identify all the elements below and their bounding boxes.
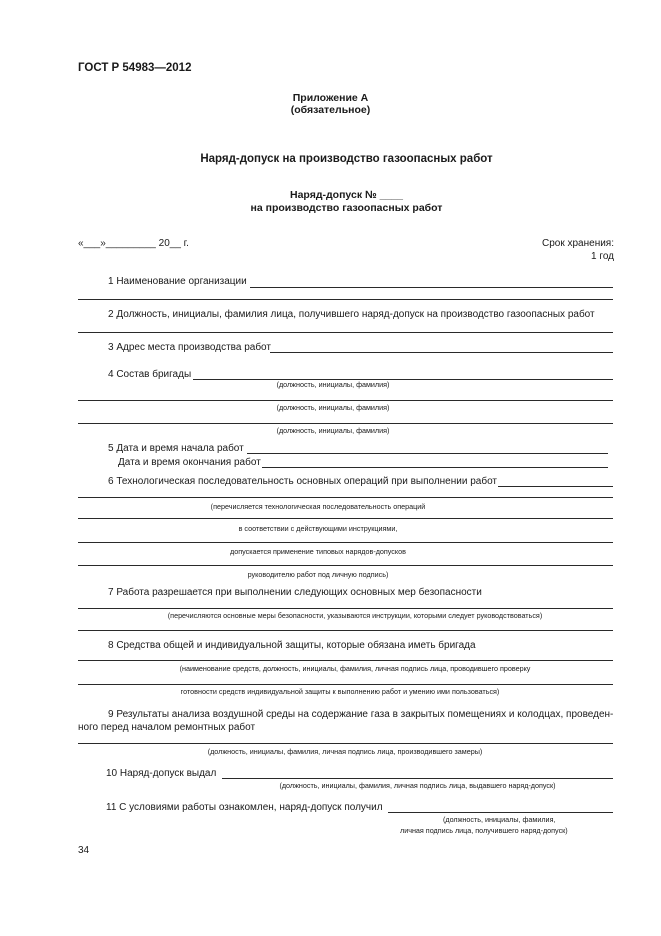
field-6-hint-1: (перечисляется технологическая последовательность операций [210,502,426,511]
field-10-input[interactable] [222,778,613,779]
page-number: 34 [78,845,90,856]
field-1-label: 1 Наименование организации [108,276,247,287]
storage-value: 1 год [591,251,614,262]
field-10-hint: (должность, инициалы, фамилия, личная подпись лица, выдавшего наряд-допуск) [279,781,556,790]
field-4-input-3[interactable] [78,423,613,424]
field-10-label: 10 Наряд-допуск выдал [106,768,217,779]
field-4-label: 4 Состав бригады [108,369,192,380]
field-7-input-2[interactable] [78,630,613,631]
field-4-hint-3: (должность, инициалы, фамилия) [276,426,390,435]
field-5a-input[interactable] [247,453,608,454]
field-6-input-2[interactable] [78,497,613,498]
field-11-hint-2: личная подпись лица, получившего наряд-допуск) [400,826,568,835]
field-1-input[interactable] [250,287,613,288]
field-6-input-4[interactable] [78,542,613,543]
field-6-hint-2: в соответствии с действующими инструкциями, [238,524,398,533]
field-5a-label: 5 Дата и время начала работ [108,443,244,454]
standard-number: ГОСТ Р 54983—2012 [78,62,192,74]
field-7-label: 7 Работа разрешается при выполнении следующих основных мер безопасности [108,587,482,598]
field-8-hint-1: (наименование средств, должность, инициалы, фамилия, личная подпись лица, проводившего проверку [179,664,531,673]
form-title: Наряд-допуск на производство газоопасных работ [200,153,493,165]
storage-label: Срок хранения: [541,238,614,249]
field-9-hint: (должность, инициалы, фамилия, личная подпись лица, производившего замеры) [207,747,483,756]
field-6-label: 6 Технологическая последовательность основных операций при выполнении работ [108,476,497,487]
field-8-input-2[interactable] [78,684,613,685]
field-8-hint-2: готовности средств индивидуальной защиты к выполнению работ и умению ими пользоваться) [180,687,500,696]
permit-subtitle: на производство газоопасных работ [250,202,443,214]
field-6-input-1[interactable] [498,486,613,487]
field-3-input[interactable] [270,352,613,353]
field-7-input[interactable] [78,608,613,609]
field-6-input-3[interactable] [78,518,613,519]
appendix-title: Приложение А [292,92,369,104]
field-9-label-line1: 9 Результаты анализа воздушной среды на содержание газа в закрытых помещениях и колодцах, проведен- [108,709,614,720]
field-11-label: 11 С условиями работы ознакомлен, наряд-допуск получил [106,802,383,813]
field-9-label-line2: ного перед началом ремонтных работ [78,722,256,733]
field-7-hint: (перечисляются основные меры безопасности, указываются инструкции, которыми следует руководствоваться) [167,611,543,620]
field-1-extra-line[interactable] [78,299,613,300]
field-11-hint-1: (должность, инициалы, фамилия, [443,815,556,824]
field-11-input[interactable] [388,812,613,813]
field-3-label: 3 Адрес места производства работ [108,342,271,353]
appendix-status: (обязательное) [290,104,371,116]
field-6-hint-3: допускается применение типовых нарядов-допусков [230,547,406,556]
date-line: «___»_________ 20__ г. [78,238,189,249]
field-5b-label: Дата и время окончания работ [118,457,261,468]
field-2-input[interactable] [78,332,613,333]
field-2-label: 2 Должность, инициалы, фамилия лица, получившего наряд-допуск на производство газоопасных работ [108,309,595,320]
field-5b-input[interactable] [262,467,608,468]
field-4-input-2[interactable] [78,400,613,401]
field-4-hint-2: (должность, инициалы, фамилия) [276,403,390,412]
field-9-input[interactable] [78,743,613,744]
permit-number-label: Наряд-допуск № ____ [290,189,403,201]
field-6-input-5[interactable] [78,565,613,566]
field-8-label: 8 Средства общей и индивидуальной защиты, которые обязана иметь бригада [108,640,476,651]
field-4-hint-1: (должность, инициалы, фамилия) [276,380,390,389]
field-8-input-1[interactable] [78,660,613,661]
field-6-hint-4: руководителю работ под личную подпись) [247,570,389,579]
